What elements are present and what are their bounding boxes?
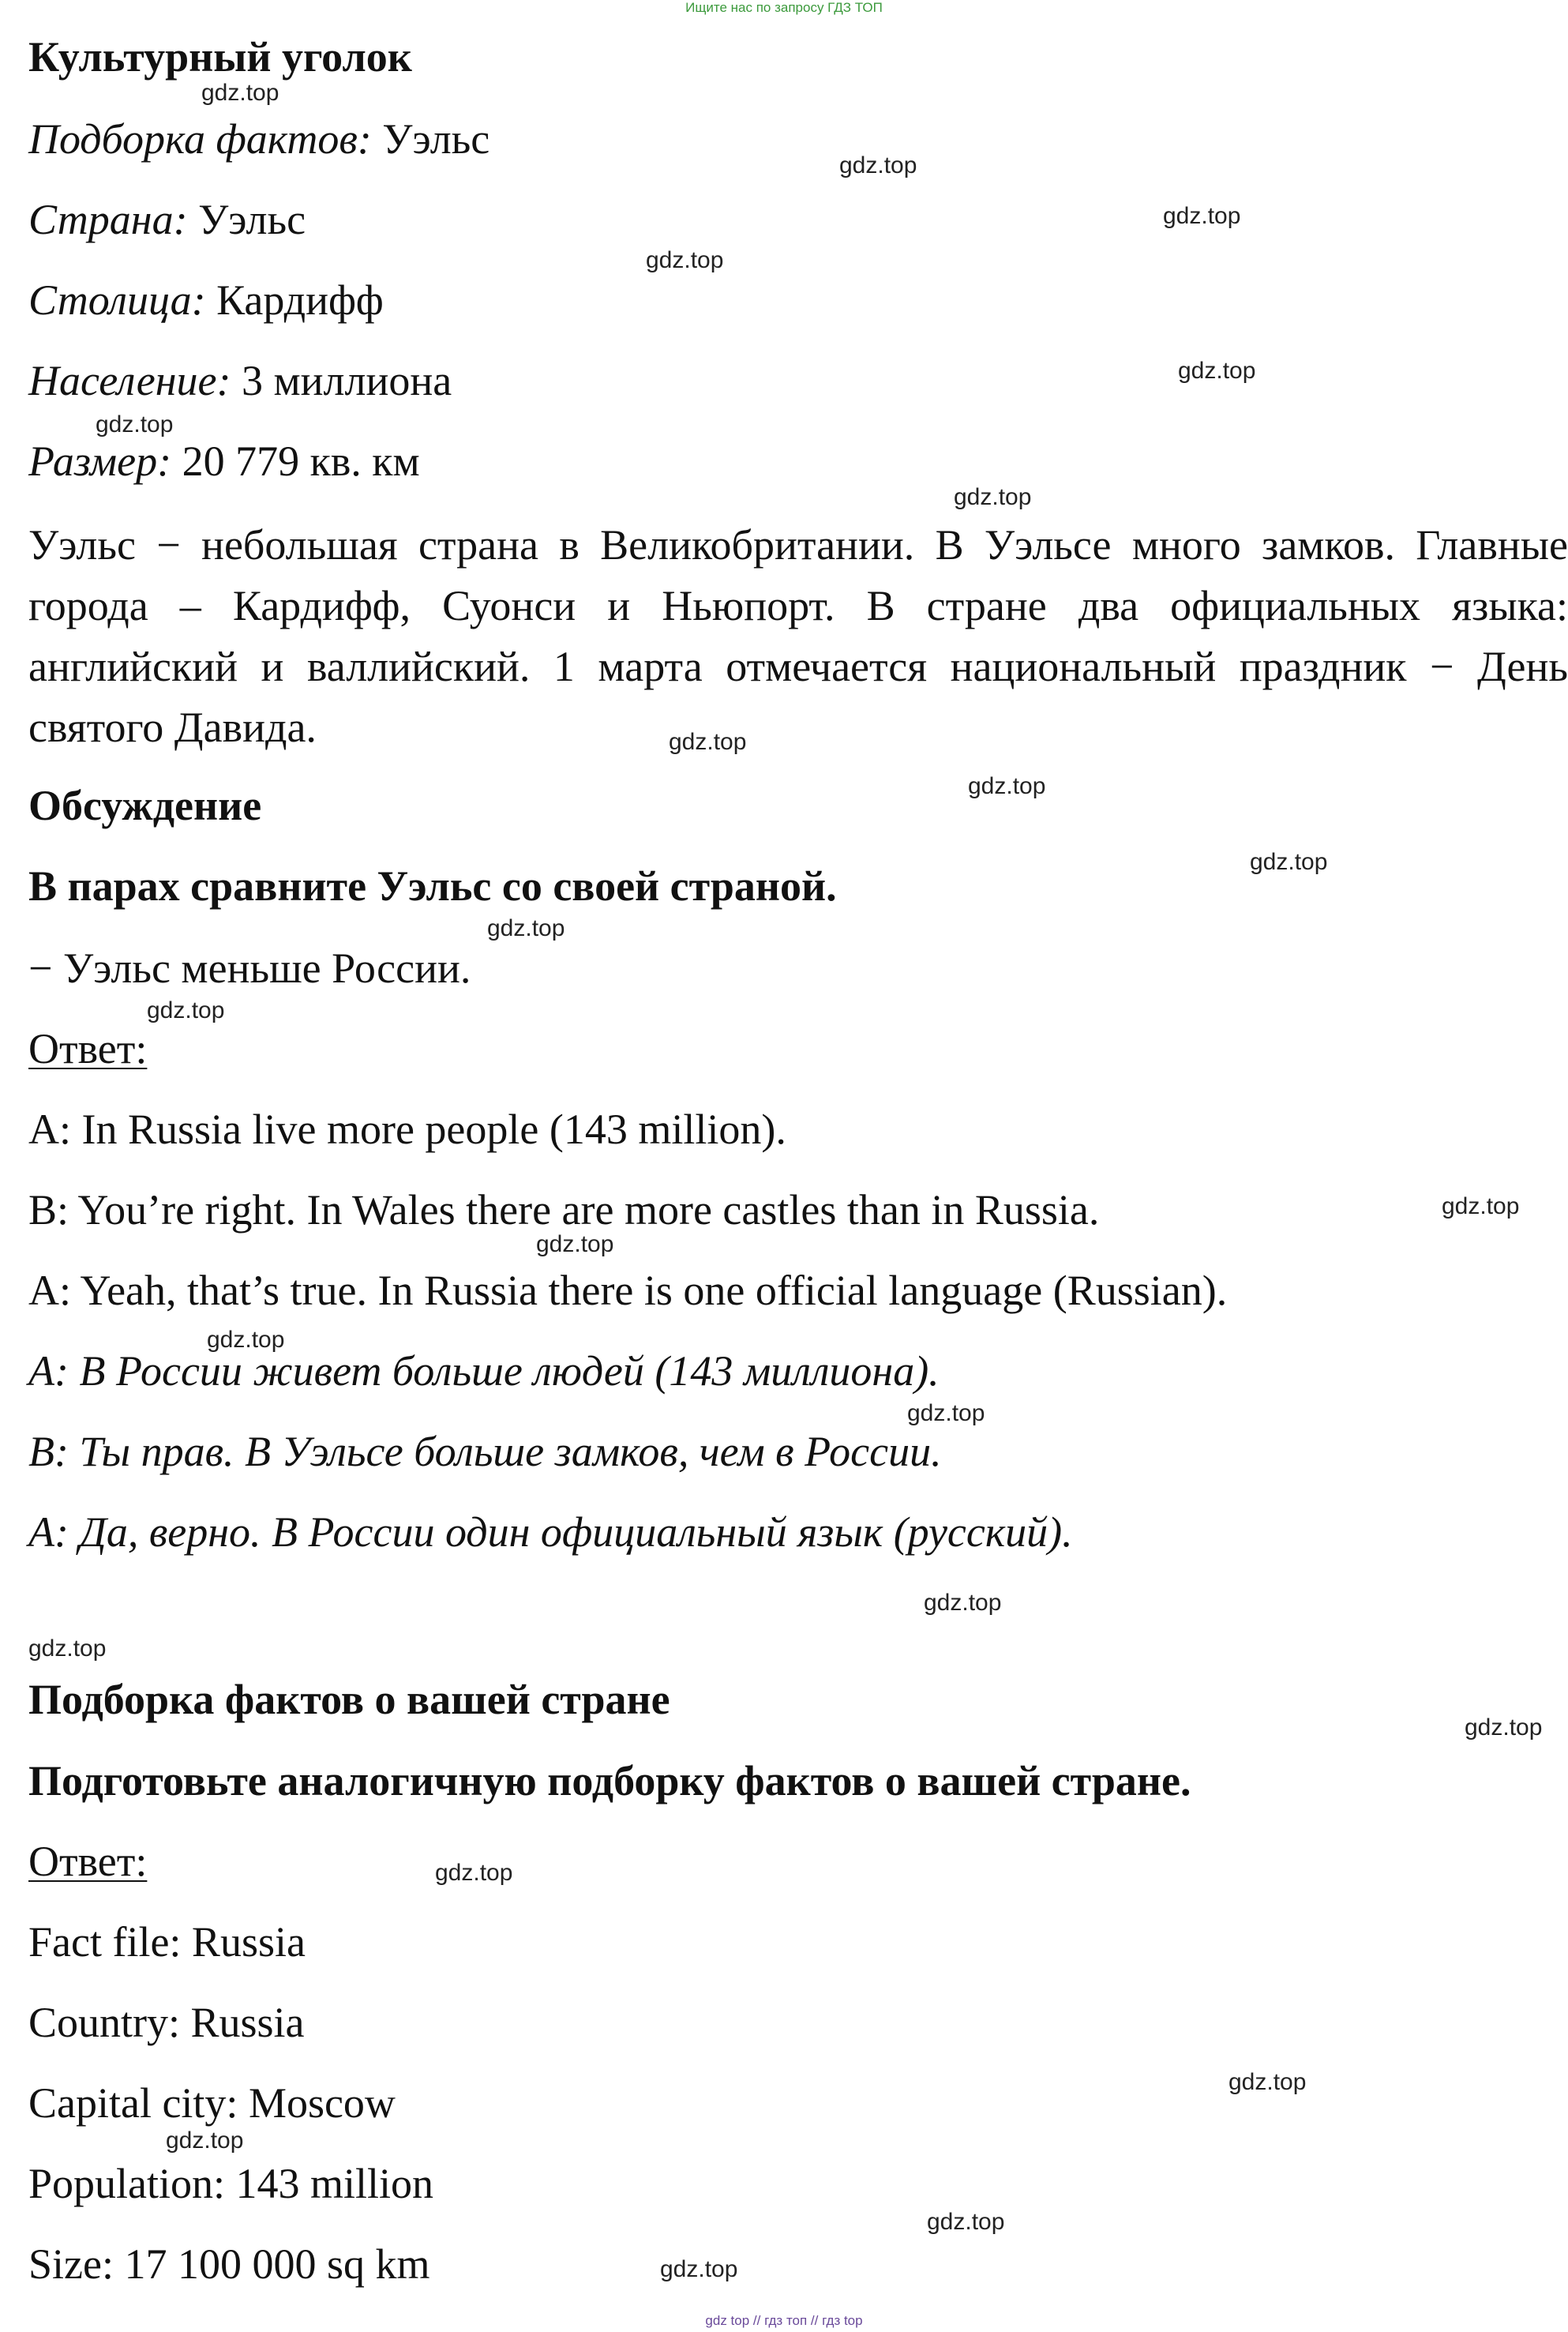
watermark: gdz.top — [1442, 1193, 1520, 1219]
population-value: 3 миллиона — [231, 357, 452, 404]
discussion-example: − Уэльс меньше России. — [28, 944, 471, 992]
watermark: gdz.top — [147, 997, 225, 1023]
watermark: gdz.top — [669, 729, 747, 755]
fact-file-line — [28, 115, 490, 163]
watermark: gdz.top — [954, 484, 1032, 510]
dialogue-en-line-3: A: Yeah, that’s true. In Russia there is one official language (Russian). — [28, 1267, 1228, 1314]
fact-line-4: Population: 143 million — [28, 2160, 434, 2207]
size-value: 20 779 кв. км — [171, 437, 420, 485]
population-label: Население: — [28, 357, 231, 404]
country-value: Уэльс — [187, 196, 306, 243]
watermark: gdz.top — [927, 2209, 1005, 2235]
country-label: Страна: — [28, 196, 188, 243]
section-title-culture-corner: Культурный уголок — [28, 33, 412, 81]
watermark: gdz.top — [907, 1400, 985, 1426]
watermark: gdz.top — [1178, 358, 1256, 384]
section-title-your-country: Подборка фактов о вашей стране — [28, 1676, 670, 1723]
dialogue-en-line-2: B: You’re right. In Wales there are more castles than in Russia. — [28, 1186, 1100, 1234]
watermark: gdz.top — [968, 773, 1046, 799]
watermark: gdz.top — [839, 152, 917, 178]
answer-label-1: Ответ: — [28, 1025, 148, 1072]
watermark: gdz.top — [924, 1590, 1002, 1616]
size-line — [28, 437, 420, 485]
section-title-discussion: Обсуждение — [28, 782, 262, 829]
size-label: Размер: — [28, 437, 172, 485]
fact-line-1: Fact file: Russia — [28, 1918, 306, 1966]
watermark: gdz.top — [1465, 1714, 1543, 1741]
wales-paragraph: Уэльс − небольшая страна в Великобритании. В Уэльсе много замков. Главные города – Кардифф, Суонси и Ньюпорт. В стране два официальных языка: английский и валлийский. 1 марта отмечается национальный праздник − День святого Давида. — [28, 521, 1568, 751]
watermark: gdz.top — [207, 1327, 285, 1353]
watermark: gdz.top — [96, 411, 174, 437]
fact-file-value: Уэльс — [371, 115, 490, 163]
fact-line-3: Capital city: Moscow — [28, 2079, 396, 2127]
dialogue-en-line-1: A: In Russia live more people (143 million). — [28, 1106, 786, 1153]
watermark: gdz.top — [201, 80, 279, 106]
capital-label: Столица: — [28, 276, 206, 324]
dialogue-ru-line-1: A: В России живет больше людей (143 миллиона). — [28, 1347, 940, 1395]
watermark: gdz.top — [1250, 849, 1328, 875]
watermark: gdz.top — [536, 1231, 614, 1257]
answer-label-2: Ответ: — [28, 1838, 148, 1885]
country-line — [28, 196, 306, 243]
watermark: gdz.top — [435, 1860, 513, 1886]
capital-line — [28, 276, 384, 324]
fact-line-5: Size: 17 100 000 sq km — [28, 2240, 430, 2288]
population-line — [28, 357, 452, 404]
dialogue-ru-line-3: A: Да, верно. В России один официальный язык (русский). — [28, 1508, 1073, 1556]
dialogue-ru-line-2: B: Ты прав. В Уэльсе больше замков, чем в России. — [28, 1428, 942, 1475]
fact-line-2: Country: Russia — [28, 1999, 305, 2046]
fact-file-label: Подборка фактов: — [28, 115, 372, 163]
watermark: gdz.top — [487, 915, 565, 941]
your-country-task: Подготовьте аналогичную подборку фактов о вашей стране. — [28, 1757, 1191, 1804]
top-banner: Ищите нас по запросу ГДЗ ТОП — [685, 0, 883, 15]
capital-value: Кардифф — [205, 276, 384, 324]
bottom-banner: gdz top // гдз топ // гдз top — [705, 2313, 863, 2328]
watermark: gdz.top — [28, 1635, 107, 1662]
watermark: gdz.top — [1229, 2069, 1307, 2095]
watermark: gdz.top — [166, 2127, 244, 2154]
discussion-task: В парах сравните Уэльс со своей страной. — [28, 862, 837, 910]
watermark: gdz.top — [646, 247, 724, 273]
watermark: gdz.top — [660, 2256, 738, 2282]
watermark: gdz.top — [1163, 203, 1241, 229]
